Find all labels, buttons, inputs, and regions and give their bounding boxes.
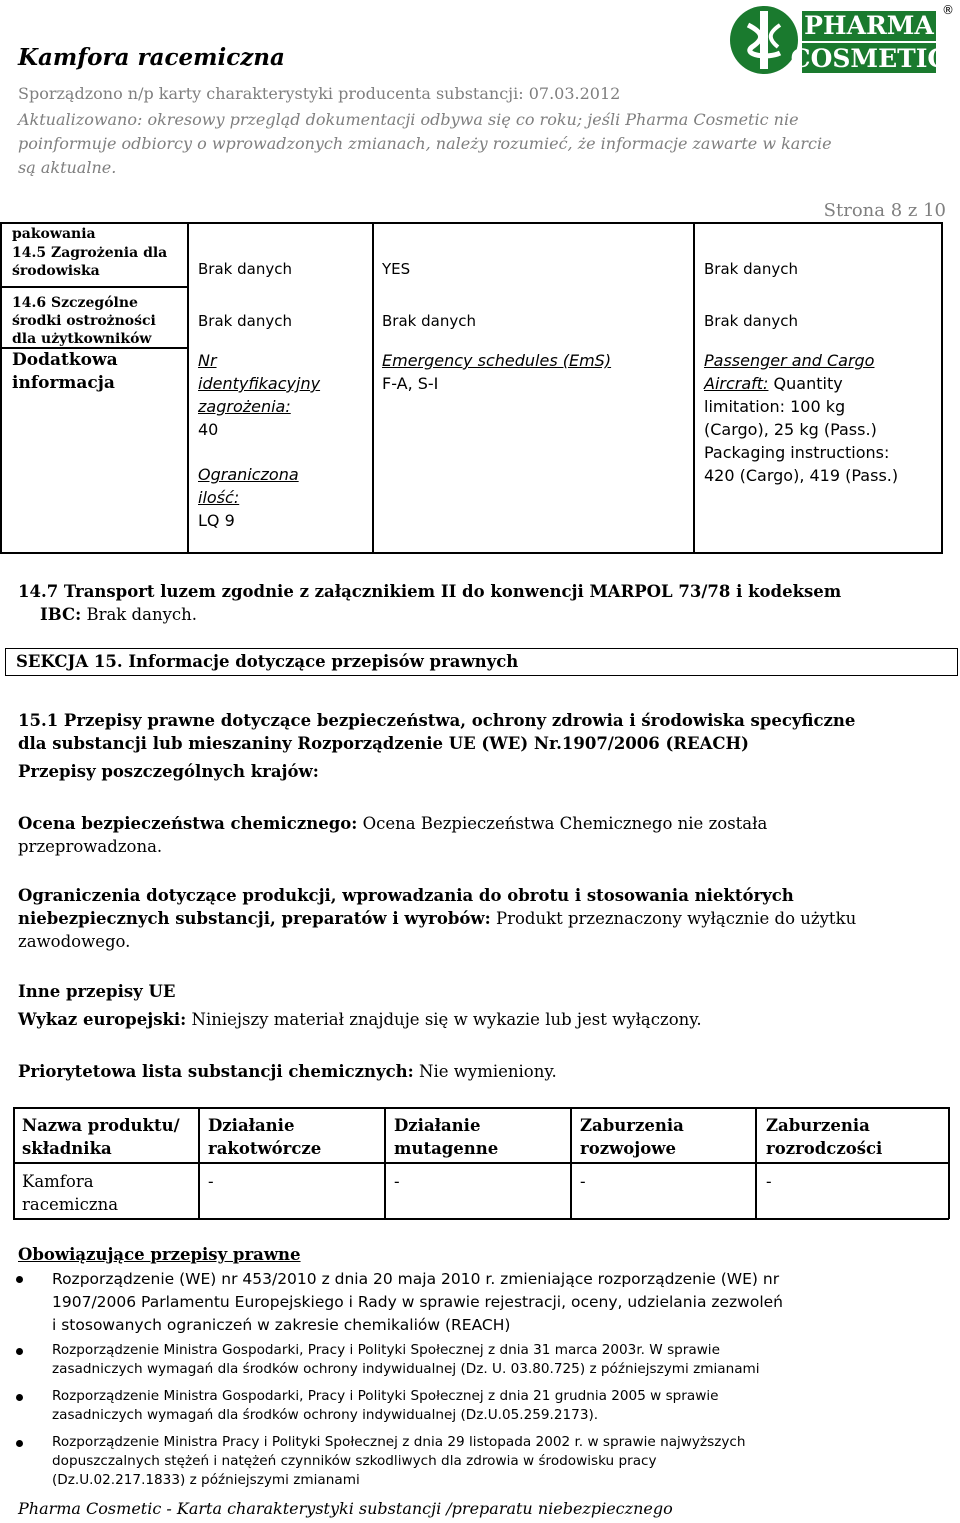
section-15-heading: SEKCJA 15. Informacje dotyczące przepisów prawnych [16,652,519,671]
ograniczenia-line2: niebezpiecznych substancji, preparatów i wyrobów: Produkt przeznaczony wyłącznie do użytku [18,909,857,928]
table-col-divider-2 [372,223,374,553]
table-row-divider-1 [0,286,187,288]
cell-14-6-col2: Brak danych [382,312,476,330]
cmr-row-name: Kamfora racemiczna [22,1172,119,1214]
cmr-header-0: Nazwa produktu/ składnika [22,1116,180,1158]
cell-packaging-values: 420 (Cargo), 419 (Pass.) [704,466,899,485]
cell-ems-label: Emergency schedules (EmS) [382,351,612,370]
cmr-col-border-1 [198,1107,200,1219]
cell-cargo-pass: (Cargo), 25 kg (Pass.) [704,420,877,439]
page-footer: Pharma Cosmetic - Karta charakterystyki substancji /preparatu niebezpiecznego [18,1499,673,1518]
cell-passenger-cargo: Passenger and Cargo [704,351,875,370]
section-15-heading-box [5,648,958,676]
table-right-border [941,223,943,553]
cmr-header-4: Zaburzenia rozrodczości [766,1116,883,1158]
cmr-header-2: Działanie mutagenne [394,1116,499,1158]
logo-text-cosmetic: COSMETIC [790,44,940,73]
inne-przepisy-heading: Inne przepisy UE [18,982,176,1001]
header-prepared-line: Sporządzono n/p karty charakterystyki producenta substancji: 07.03.2012 [18,84,621,103]
row-label-14-5-a: 14.5 Zagrożenia dla [12,245,168,261]
document-title: Kamfora racemiczna [18,44,285,71]
header-updated-line-3: są aktualne. [18,158,117,177]
bullet-icon [16,1440,23,1447]
cell-zagrozenia: zagrożenia: [198,397,291,416]
page-number: Strona 8 z 10 [823,200,946,221]
cell-ems-value: F-A, S-I [382,374,439,393]
pharma-cosmetic-logo [728,3,954,77]
ograniczenia-line1: Ograniczenia dotyczące produkcji, wprowadzania do obrotu i stosowania niektórych [18,886,794,905]
section-15-1-line1: 15.1 Przepisy prawne dotyczące bezpieczeństwa, ochrony zdrowia i środowiska specyficzne [18,711,856,730]
cmr-row-cell-4: - [766,1172,772,1191]
table-col-divider-3 [693,223,695,553]
cell-14-6-col1: Brak danych [198,312,292,330]
row-label-14-6-b: środki ostrożności [12,313,156,329]
section-15-1-national: Przepisy poszczególnych krajów: [18,762,319,781]
cell-lq: LQ 9 [198,511,235,530]
table-col-divider-1 [187,223,189,553]
regulations-heading: Obowiązujące przepisy prawne [18,1245,301,1264]
table-left-border [0,223,2,553]
header-updated-line: Aktualizowano: okresowy przegląd dokumentacji odbywa się co roku; jeśli Pharma Cosmetic nie [18,110,799,129]
bullet-icon [16,1276,23,1283]
cell-hazard-number: 40 [198,420,219,439]
registered-mark: ® [942,3,954,17]
cell-14-5-col3: Brak danych [704,260,798,278]
row-label-dodatkowa: Dodatkowa [12,350,118,370]
ograniczenia-line3: zawodowego. [18,932,131,951]
cell-ograniczona: Ograniczona [198,465,299,484]
table-top-border [0,222,943,224]
cell-aircraft: Aircraft: [704,374,769,393]
cmr-top-border [13,1107,949,1109]
cell-ilosc: ilość: [198,488,240,507]
wykaz-europejski: Wykaz europejski: Niniejszy materiał znajduje się w wykazie lub jest wyłączony. [18,1010,702,1029]
section-14-7-line1: 14.7 Transport luzem zgodnie z załącznikiem II do konwencji MARPOL 73/78 i kodeksem [18,582,842,601]
cell-packaging: Packaging instructions: [704,443,890,462]
table-bottom-border [0,552,943,554]
cmr-col-border-3 [570,1107,572,1219]
regulation-item-4: Rozporządzenie Ministra Pracy i Polityki Społecznej z dnia 29 listopada 2002 r. w sprawie najwyższych dopuszczalnych stężeń i natężeń czynników szkodliwych dla zdrowia w środowisku pracy (Dz.U.02.217.1833) z późniejszymi zmianami [52,1434,746,1488]
row-label-14-5-b: środowiska [12,263,100,279]
cmr-col-border-4 [755,1107,757,1219]
cell-nr: Nr [198,351,217,370]
regulation-item-2: Rozporządzenie Ministra Gospodarki, Pracy i Polityki Społecznej z dnia 31 marca 2003r. W sprawie zasadniczych wymagań dla środków ochrony indywidualnej (Dz. U. 03.80.725) z późniejszymi zmianami [52,1342,760,1377]
bullet-icon [16,1394,23,1401]
row-label-14-6-c: dla użytkowników [12,331,152,347]
ocena-line: Ocena bezpieczeństwa chemicznego: Ocena Bezpieczeństwa Chemicznego nie została [18,814,768,833]
cmr-bottom-border [13,1218,949,1220]
row-label-pakowania: pakowania [12,226,96,242]
cell-limitation: limitation: 100 kg [704,397,846,416]
cmr-row-cell-1: - [208,1172,214,1191]
header-updated-line-2: poinformuje odbiorcy o wprowadzonych zmianach, należy rozumieć, że informacje zawarte w karcie [18,134,832,153]
regulation-item-1: Rozporządzenie (WE) nr 453/2010 z dnia 20 maja 2010 r. zmieniające rozporządzenie (WE) nr 1907/2006 Parlamentu Europejskiego i Rady w sprawie rejestracji, oceny, udzielania zezwoleń i stosowanych ograniczeń w zakresie chemikaliów (REACH) [52,1270,783,1334]
cmr-row-cell-2: - [394,1172,400,1191]
cmr-col-border-5 [948,1107,950,1219]
row-label-14-6-a: 14.6 Szczególne [12,295,138,311]
ocena-line-2: przeprowadzona. [18,837,163,856]
cmr-mid-border [13,1162,949,1164]
cmr-col-border-2 [384,1107,386,1219]
cmr-row-cell-3: - [580,1172,586,1191]
section-15-1-line2: dla substancji lub mieszaniny Rozporządzenie UE (WE) Nr.1907/2006 (REACH) [18,734,749,753]
regulation-item-3: Rozporządzenie Ministra Gospodarki, Pracy i Polityki Społecznej z dnia 21 grudnia 2005 w sprawie zasadniczych wymagań dla środków ochrony indywidualnej (Dz.U.05.259.2173). [52,1388,719,1423]
logo-text-pharma: PHARMA [804,11,934,40]
priorytetowa-lista: Priorytetowa lista substancji chemicznych: Nie wymieniony. [18,1062,557,1081]
cmr-header-3: Zaburzenia rozwojowe [580,1116,684,1158]
row-label-informacja: informacja [12,373,115,393]
cell-quantity: Quantity [768,374,843,393]
cmr-col-border-0 [13,1107,15,1219]
cell-14-6-col3: Brak danych [704,312,798,330]
cell-14-5-col1: Brak danych [198,260,292,278]
bullet-icon [16,1348,23,1355]
cmr-header-1: Działanie rakotwórcze [208,1116,322,1158]
cell-aircraft-line [704,372,843,395]
cell-14-5-col2: YES [382,260,411,278]
section-14-7-line2: IBC: Brak danych. [40,605,198,624]
cell-identyfikacyjny: identyfikacyjny [198,374,321,393]
